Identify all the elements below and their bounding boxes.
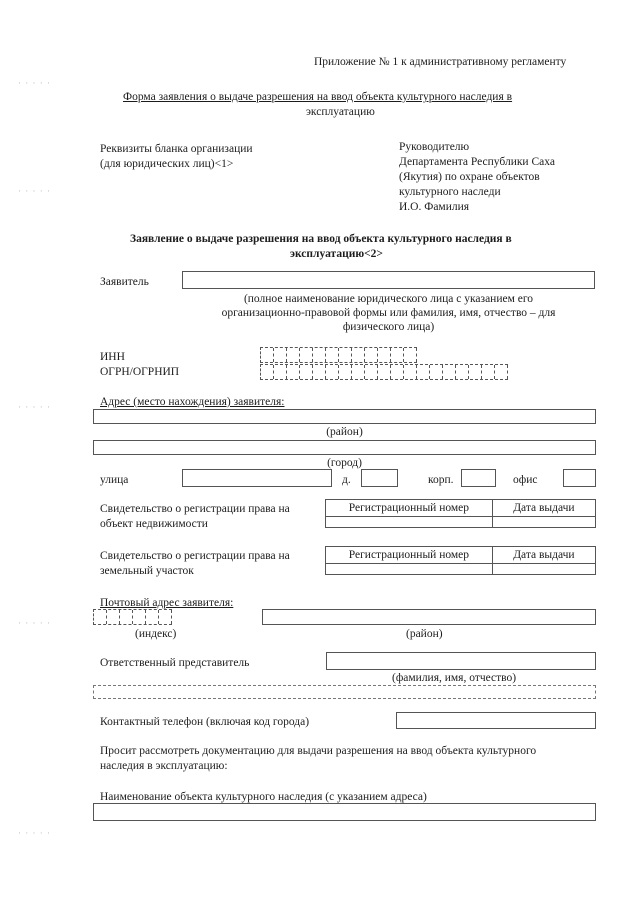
postal-label: Почтовый адрес заявителя: [100, 597, 234, 609]
issue-date-header: Дата выдачи [513, 502, 575, 514]
addressee-line4: культурного наследи [399, 186, 501, 198]
addressee-line1: Руководителю [399, 141, 470, 153]
cert-realty-line1: Свидетельство о регистрации права на [100, 503, 290, 515]
cert-land-line2: земельный участок [100, 565, 194, 577]
issue-date-header: Дата выдачи [513, 549, 575, 561]
scan-noise: · · · · · [18, 828, 51, 838]
form-title-line1: Форма заявления о выдаче разрешения на ввод объекта культурного наследия в [123, 91, 513, 103]
object-name-label: Наименование объекта культурного наследия (с указанием адреса) [100, 791, 427, 803]
statement-title-line1: Заявление о выдаче разрешения на ввод объекта культурного наследия в [130, 233, 512, 245]
postal-index-cells[interactable] [93, 609, 172, 625]
postal-index-caption: (индекс) [135, 628, 177, 640]
representative-label: Ответственный представитель [100, 657, 250, 669]
reg-number-header: Регистрационный номер [326, 500, 493, 516]
address-city-field[interactable] [93, 440, 596, 455]
street-field[interactable] [182, 469, 332, 487]
office-label: офис [513, 474, 538, 486]
addressee-line5: И.О. Фамилия [399, 201, 470, 213]
cert-realty-date-field[interactable] [492, 516, 596, 528]
building-label: корп. [428, 474, 454, 486]
cert-land-date-field[interactable] [492, 563, 596, 575]
org-requisites-line2: (для юридических лиц)<1> [100, 158, 234, 170]
request-line2: наследия в эксплуатацию: [100, 760, 228, 772]
inn-label: ИНН [100, 351, 125, 363]
inn-cells[interactable] [260, 347, 417, 363]
applicant-label: Заявитель [100, 276, 149, 288]
representative-field[interactable] [326, 652, 596, 670]
address-district-field[interactable] [93, 409, 596, 424]
request-line1: Просит рассмотреть документацию для выдачи разрешения на ввод объекта культурного [100, 745, 537, 757]
cert-realty-table [325, 499, 596, 517]
reg-number-header: Регистрационный номер [326, 547, 493, 563]
cert-realty-line2: объект недвижимости [100, 518, 208, 530]
cert-land-line1: Свидетельство о регистрации права на [100, 550, 290, 562]
house-field[interactable] [361, 469, 398, 487]
object-name-field[interactable] [93, 803, 596, 821]
addressee-line2: Департамента Республики Саха [399, 156, 555, 168]
representative-hint: (фамилия, имя, отчество) [392, 672, 517, 684]
ogrn-cells[interactable] [260, 364, 508, 380]
postal-district-field[interactable] [262, 609, 596, 625]
representative-extra-field[interactable] [93, 685, 596, 699]
scan-noise: · · · · · [18, 402, 51, 412]
scan-noise: · · · · · [18, 78, 51, 88]
cert-land-table [325, 546, 596, 564]
address-district-caption: (район) [326, 426, 363, 438]
applicant-hint-line3: физического лица) [342, 321, 435, 333]
applicant-name-field[interactable] [182, 271, 595, 289]
form-title-line2: эксплуатацию [306, 106, 375, 118]
postal-district-caption: (район) [406, 628, 443, 640]
ogrn-label: ОГРН/ОГРНИП [100, 366, 180, 378]
building-field[interactable] [461, 469, 496, 487]
office-field[interactable] [563, 469, 596, 487]
address-city-caption: (город) [327, 457, 362, 469]
phone-label: Контактный телефон (включая код города) [100, 716, 310, 728]
street-label: улица [100, 474, 129, 486]
phone-field[interactable] [396, 712, 596, 729]
house-label: д. [342, 474, 351, 486]
applicant-hint-line2: организационно-правовой формы или фамилия, имя, отчество – для [221, 307, 556, 319]
scan-noise: · · · · · [18, 186, 51, 196]
cert-land-number-field[interactable] [325, 563, 493, 575]
cert-realty-number-field[interactable] [325, 516, 493, 528]
addressee-line3: (Якутия) по охране объектов [399, 171, 540, 183]
applicant-hint-line1: (полное наименование юридического лица с указанием его [243, 293, 534, 305]
org-requisites-line1: Реквизиты бланка организации [100, 143, 253, 155]
appendix-note: Приложение № 1 к административному регламенту [314, 56, 567, 68]
address-label: Адрес (место нахождения) заявителя: [100, 396, 285, 408]
statement-title-line2: эксплуатацию<2> [290, 248, 383, 260]
scan-noise: · · · · · [18, 618, 51, 628]
